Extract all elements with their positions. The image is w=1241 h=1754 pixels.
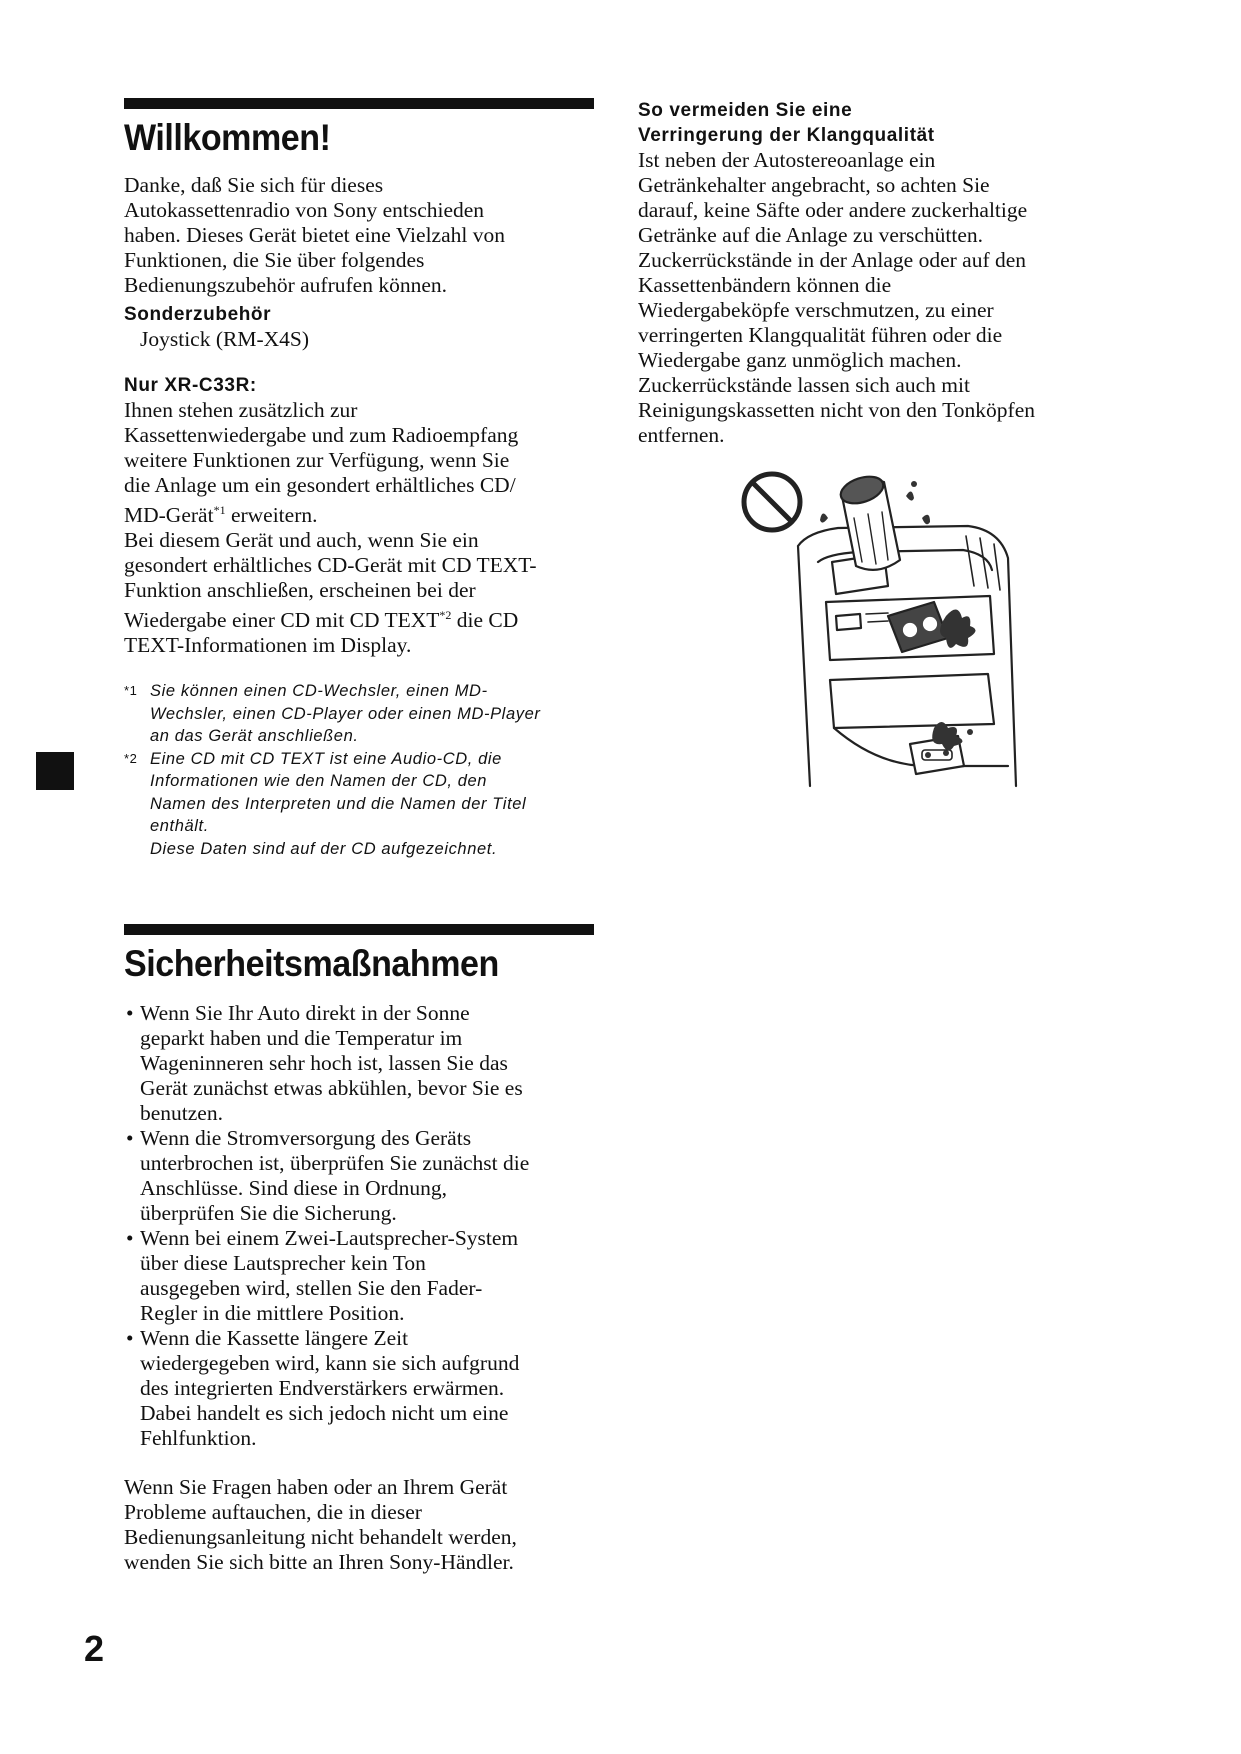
- left-column: [124, 98, 594, 1575]
- text-line: ausgegeben wird, stellen Sie den Fader-: [140, 1276, 483, 1301]
- text-line: Autokassettenradio von Sony entschieden: [124, 198, 485, 222]
- text-line: Funktion anschließen, erscheinen bei der: [124, 578, 476, 603]
- vent-slats: [966, 536, 1000, 590]
- text-line: über diese Lautsprecher kein Ton: [140, 1251, 426, 1276]
- text-line: weitere Funktionen zur Verfügung, wenn Sie: [124, 448, 510, 472]
- section-rule: [124, 98, 594, 109]
- text-line: Wenn Sie Fragen haben oder an Ihrem Gerät: [124, 1475, 508, 1500]
- quality-heading: [638, 98, 1118, 148]
- model-heading: Nur XR-C33R:: [124, 375, 257, 396]
- text-line: Ist neben der Autostereoanlage ein: [638, 148, 936, 172]
- text-line: Anschlüsse. Sind diese in Ordnung,: [140, 1176, 447, 1201]
- bullet-icon: •: [126, 1126, 134, 1151]
- safety-title: Sicherheitsmaßnahmen: [124, 943, 499, 985]
- bullet-icon: •: [126, 1001, 134, 1026]
- text-line: Zuckerrückstände lassen sich auch mit: [638, 373, 970, 397]
- text-line: Fehlfunktion.: [140, 1426, 257, 1451]
- bullet-icon: •: [126, 1226, 134, 1251]
- text-line: Wenn bei einem Zwei-Lautsprecher-System: [140, 1226, 519, 1251]
- text-line: überprüfen Sie die Sicherung.: [140, 1201, 397, 1226]
- text-line: Regler in die mittlere Position.: [140, 1301, 405, 1326]
- text-line: Kassettenwiedergabe und zum Radioempfang: [124, 423, 519, 447]
- text-line: [124, 603, 594, 633]
- note-line: Diese Daten sind auf der CD aufgezeichnet.: [150, 839, 498, 858]
- quality-text: [638, 148, 1118, 448]
- right-column: [638, 98, 1118, 448]
- text-line: Dabei handelt es sich jedoch nicht um eine: [140, 1401, 509, 1426]
- text-line: unterbrochen ist, überprüfen Sie zunächst die: [140, 1151, 530, 1176]
- text-line: TEXT-Informationen im Display.: [124, 633, 412, 658]
- text-line: wiedergegeben wird, kann sie sich aufgrund: [140, 1351, 520, 1376]
- list-item: [124, 1001, 594, 1126]
- spilled-drink-illustration: [738, 466, 1038, 802]
- bullet-icon: •: [126, 1326, 134, 1351]
- note-line: Wechsler, einen CD-Player oder einen MD-Player: [150, 704, 541, 723]
- text-line: Funktionen, die Sie über folgendes: [124, 248, 425, 272]
- accessory-heading: Sonderzubehör: [124, 304, 272, 325]
- text-line: des integrierten Endverstärkers erwärmen.: [140, 1376, 505, 1401]
- text-line: Reinigungskassetten nicht von den Tonköpfen: [638, 398, 1035, 422]
- section-tab-marker: [36, 752, 74, 790]
- note-line: an das Gerät anschließen.: [150, 727, 359, 746]
- text-line: Ihnen stehen zusätzlich zur: [124, 398, 358, 422]
- safety-closing: [124, 1475, 594, 1575]
- text-line: Bedienungsanleitung nicht behandelt werden,: [124, 1525, 517, 1550]
- footnote-mark: *2: [124, 750, 138, 766]
- text-line: Wenn Sie Ihr Auto direkt in der Sonne: [140, 1001, 470, 1026]
- text-line: entfernen.: [638, 423, 725, 447]
- text-line: haben. Dieses Gerät bietet eine Vielzahl von: [124, 223, 505, 247]
- text-line: Getränkehalter angebracht, so achten Sie: [638, 173, 990, 197]
- text-line: gesondert erhältliches CD-Gerät mit CD TEXT-: [124, 553, 537, 578]
- section-rule: [124, 924, 594, 935]
- lower-console: [830, 674, 994, 728]
- note-line: enthält.: [150, 817, 209, 836]
- text-line: geparkt haben und die Temperatur im: [140, 1026, 463, 1051]
- text-line: wenden Sie sich bitte an Ihren Sony-Händler.: [124, 1550, 514, 1575]
- note-line: Eine CD mit CD TEXT ist eine Audio-CD, die: [150, 749, 502, 768]
- list-item: [124, 1126, 594, 1226]
- note-line: Namen des Interpreten und die Namen der Titel: [150, 794, 527, 813]
- splash-drop: [967, 729, 973, 735]
- text-line: Wageninneren sehr hoch ist, lassen Sie das: [140, 1051, 508, 1076]
- text-fragment: die CD: [451, 608, 519, 633]
- safety-list: [124, 1001, 594, 1451]
- footnotes: [124, 680, 594, 860]
- text-line: Wiedergabeköpfe verschmutzen, zu einer: [638, 298, 994, 322]
- text-line: Getränke auf die Anlage zu verschütten.: [638, 223, 984, 247]
- text-fragment: Wiedergabe einer CD mit CD TEXT: [124, 608, 440, 633]
- text-line: Wenn die Kassette längere Zeit: [140, 1326, 409, 1351]
- text-line: [124, 498, 594, 528]
- text-line: Probleme auftauchen, die in dieser: [124, 1500, 422, 1525]
- text-line: Danke, daß Sie sich für dieses: [124, 173, 384, 197]
- welcome-title: Willkommen!: [124, 117, 331, 158]
- cup-icon: [837, 472, 900, 570]
- footnote-mark: *1: [124, 683, 138, 699]
- text-line: Wiedergabe ganz unmöglich machen.: [638, 348, 962, 372]
- footnote-2: [124, 748, 594, 861]
- prohibition-icon: [744, 474, 800, 530]
- heading-line: Verringerung der Klangqualität: [638, 125, 935, 146]
- footnote-1: [124, 680, 594, 748]
- footnote-ref: *2: [439, 608, 452, 623]
- text-fragment: MD-Gerät: [124, 503, 214, 528]
- welcome-intro: [124, 173, 594, 298]
- text-line: Gerät zunächst etwas abkühlen, bevor Sie es: [140, 1076, 523, 1101]
- accessory-item: Joystick (RM-X4S): [140, 327, 310, 351]
- text-line: Zuckerrückstände in der Anlage oder auf den: [638, 248, 1027, 272]
- note-line: Informationen wie den Namen der CD, den: [150, 772, 488, 791]
- heading-line: So vermeiden Sie eine: [638, 100, 853, 121]
- text-line: Bedienungszubehör aufrufen können.: [124, 273, 447, 297]
- footnote-ref: *1: [213, 503, 226, 517]
- text-line: benutzen.: [140, 1101, 223, 1126]
- text-fragment: erweitern.: [225, 503, 318, 528]
- text-line: die Anlage um ein gesondert erhältliches CD/: [124, 473, 516, 497]
- list-item: [124, 1326, 594, 1451]
- text-line: darauf, keine Säfte oder andere zuckerhaltige: [638, 198, 1028, 222]
- list-item: [124, 1226, 594, 1326]
- text-line: verringerten Klangqualität führen oder die: [638, 323, 1003, 347]
- text-line: Wenn die Stromversorgung des Geräts: [140, 1126, 472, 1151]
- page-number: 2: [84, 1628, 105, 1669]
- text-line: Kassettenbändern können die: [638, 273, 892, 297]
- note-line: Sie können einen CD-Wechsler, einen MD-: [150, 682, 488, 701]
- text-line: Bei diesem Gerät und auch, wenn Sie ein: [124, 528, 479, 553]
- model-text: [124, 398, 594, 658]
